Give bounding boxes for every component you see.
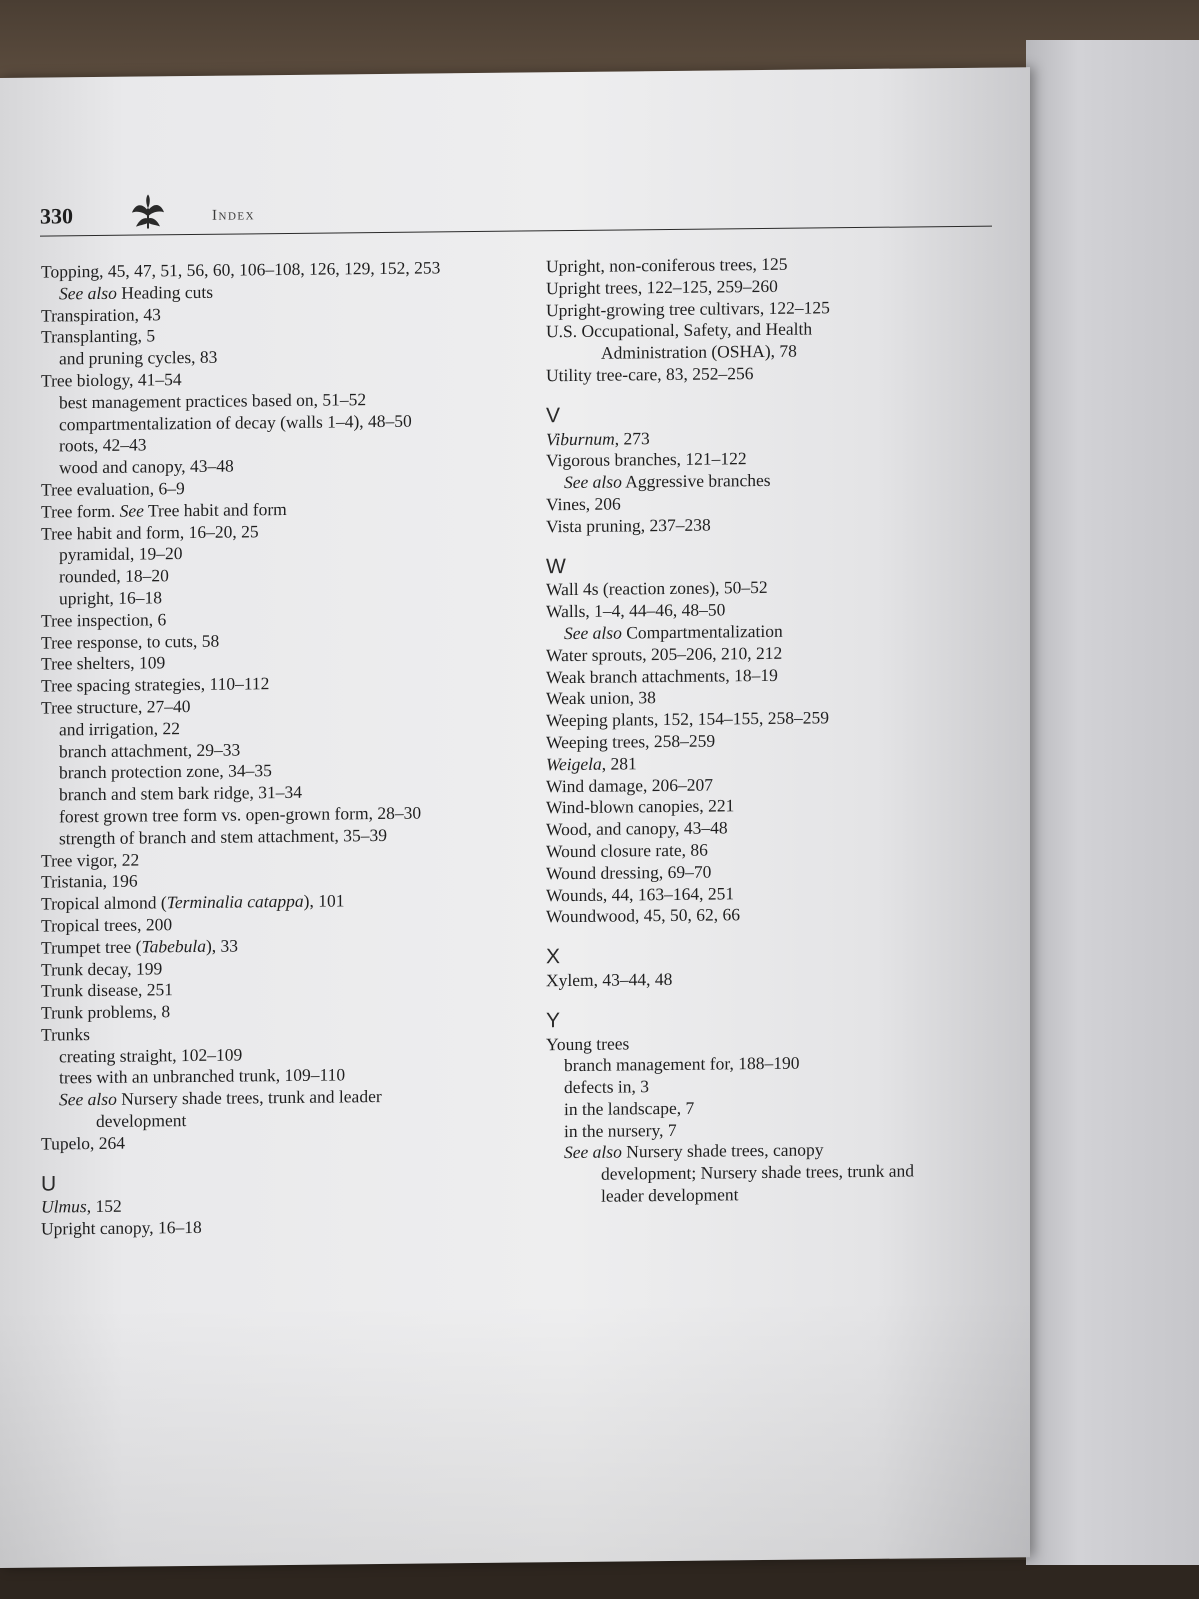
entry-text: compartmentalization of decay (walls 1–4), 48–50 bbox=[59, 410, 412, 434]
entry-text: Vines, 206 bbox=[546, 493, 621, 515]
entry-text: development bbox=[96, 1110, 187, 1132]
entry-text: Weeping trees, 258–259 bbox=[546, 730, 716, 753]
entry-text: Tree response, to cuts, 58 bbox=[41, 630, 220, 653]
entry-text: Woundwood, 45, 50, 62, 66 bbox=[546, 904, 741, 927]
entry-text: U.S. Occupational, Safety, and Health bbox=[546, 318, 813, 342]
entry-text: , 281 bbox=[601, 753, 637, 774]
entry-text: rounded, 18–20 bbox=[59, 565, 169, 587]
index-entry bbox=[546, 511, 1036, 538]
entry-text: Transplanting, 5 bbox=[41, 325, 156, 347]
entry-text: Water sprouts, 205–206, 210, 212 bbox=[546, 642, 783, 666]
entry-text: defects in, 3 bbox=[564, 1076, 650, 1098]
entry-text: Trunk decay, 199 bbox=[41, 957, 163, 980]
entry-text: Wood, and canopy, 43–48 bbox=[546, 817, 728, 840]
entry-text: Young trees bbox=[546, 1032, 630, 1054]
entry-text: trees with an unbranched trunk, 109–110 bbox=[59, 1064, 346, 1088]
see-reference: See bbox=[119, 500, 144, 521]
entry-text: leader development bbox=[601, 1184, 739, 1206]
italic-term: Viburnum bbox=[546, 428, 615, 449]
see-reference: See also bbox=[59, 282, 117, 304]
entry-text: Tree shelters, 109 bbox=[41, 652, 166, 674]
entry-text: wood and canopy, 43–48 bbox=[59, 455, 234, 478]
see-reference: See also bbox=[59, 1089, 117, 1110]
entry-text: Tropical trees, 200 bbox=[41, 914, 173, 936]
entry-text: pyramidal, 19–20 bbox=[59, 543, 183, 565]
entry-text: Administration (OSHA), 78 bbox=[601, 340, 797, 363]
entry-text: branch management for, 188–190 bbox=[564, 1052, 800, 1076]
entry-text: and irrigation, 22 bbox=[59, 717, 181, 740]
entry-text: in the nursery, 7 bbox=[564, 1119, 677, 1141]
italic-term: Ulmus bbox=[41, 1196, 87, 1218]
entry-text: forest grown tree form vs. open-grown form, 28–30 bbox=[59, 802, 422, 827]
book-page bbox=[0, 67, 1030, 1568]
entry-text: Tree vigor, 22 bbox=[41, 849, 140, 871]
see-reference: See also bbox=[564, 622, 622, 644]
entry-text: , 273 bbox=[614, 427, 650, 449]
see-reference: See also bbox=[564, 1141, 622, 1163]
index-letter-heading: U bbox=[41, 1172, 57, 1196]
entry-text: Tree habit and form bbox=[143, 498, 287, 521]
entry-text: Wind damage, 206–207 bbox=[546, 774, 713, 796]
index-letter-heading: W bbox=[546, 554, 566, 578]
entry-text: Wind-blown canopies, 221 bbox=[546, 795, 735, 818]
entry-text: Compartmentalization bbox=[621, 620, 783, 643]
entry-text: Tropical almond ( bbox=[41, 892, 167, 914]
italic-term: Weigela bbox=[546, 753, 602, 775]
entry-text: Walls, 1–4, 44–46, 48–50 bbox=[546, 599, 726, 622]
entry-text: Aggressive branches bbox=[621, 470, 771, 492]
entry-text: Vigorous branches, 121–122 bbox=[546, 448, 747, 471]
page-number: 330 bbox=[40, 203, 73, 229]
entry-text: Upright-growing tree cultivars, 122–125 bbox=[546, 296, 830, 320]
entry-text: Wall 4s (reaction zones), 50–52 bbox=[546, 577, 768, 600]
entry-text: best management practices based on, 51–52 bbox=[59, 388, 367, 413]
index-column-right bbox=[546, 251, 1036, 1208]
entry-text: development; Nursery shade trees, trunk and bbox=[601, 1160, 914, 1184]
entry-text: Trunk disease, 251 bbox=[41, 979, 174, 1001]
italic-term: Tabebula bbox=[141, 935, 206, 957]
entry-text: Weak union, 38 bbox=[546, 687, 656, 709]
entry-text: , 152 bbox=[86, 1196, 122, 1217]
entry-text: Tree habit and form, 16–20, 25 bbox=[41, 520, 259, 544]
entry-text: Tree inspection, 6 bbox=[41, 609, 167, 631]
entry-text: roots, 42–43 bbox=[59, 434, 147, 456]
entry-text: branch and stem bark ridge, 31–34 bbox=[59, 781, 302, 805]
entry-text: ), 33 bbox=[205, 935, 239, 956]
index-entry bbox=[546, 360, 1036, 387]
index-entry-continuation bbox=[546, 1181, 1036, 1208]
entry-text: Xylem, 43–44, 48 bbox=[546, 968, 673, 991]
index-column-left bbox=[41, 256, 531, 1240]
entry-text: Tree biology, 41–54 bbox=[41, 369, 182, 391]
entry-text: in the landscape, 7 bbox=[564, 1097, 695, 1119]
entry-text: Heading cuts bbox=[116, 281, 214, 303]
entry-text: branch attachment, 29–33 bbox=[59, 739, 241, 761]
entry-text: Upright canopy, 16–18 bbox=[41, 1217, 202, 1239]
entry-text: Weak branch attachments, 18–19 bbox=[546, 664, 778, 687]
entry-text: Wound closure rate, 86 bbox=[546, 839, 708, 862]
entry-text: Vista pruning, 237–238 bbox=[546, 514, 711, 537]
entry-text: Wounds, 44, 163–164, 251 bbox=[546, 882, 735, 905]
entry-text: Nursery shade trees, canopy bbox=[621, 1139, 824, 1162]
entry-text: Tristania, 196 bbox=[41, 870, 138, 892]
entry-text: Utility tree-care, 83, 252–256 bbox=[546, 363, 754, 386]
entry-text: Tree evaluation, 6–9 bbox=[41, 478, 185, 500]
entry-text: Tree structure, 27–40 bbox=[41, 695, 191, 718]
entry-text: and pruning cycles, 83 bbox=[59, 346, 218, 369]
entry-text: Trunks bbox=[41, 1023, 90, 1045]
page-header bbox=[40, 186, 992, 237]
entry-text: Tree form. bbox=[41, 500, 120, 522]
entry-text: Tupelo, 264 bbox=[41, 1132, 125, 1154]
entry-text: strength of branch and stem attachment, 35–39 bbox=[59, 824, 388, 849]
index-entry bbox=[41, 1128, 531, 1155]
index-entry bbox=[546, 965, 1036, 992]
see-reference: See also bbox=[564, 471, 622, 493]
entry-text: Weeping plants, 152, 154–155, 258–259 bbox=[546, 707, 829, 731]
entry-text: Wound dressing, 69–70 bbox=[546, 861, 712, 884]
entry-text: ), 101 bbox=[303, 890, 345, 911]
index-letter-heading: X bbox=[546, 945, 561, 969]
index-letter-heading: Y bbox=[546, 1008, 561, 1032]
entry-text: Transpiration, 43 bbox=[41, 303, 161, 326]
leaf-ornament-icon bbox=[128, 194, 168, 230]
index-letter-heading: V bbox=[546, 403, 561, 428]
entry-text: Topping, 45, 47, 51, 56, 60, 106–108, 126, 129, 152, 253 bbox=[41, 257, 441, 282]
entry-text: Tree spacing strategies, 110–112 bbox=[41, 673, 270, 696]
entry-text: Upright, non-coniferous trees, 125 bbox=[546, 253, 788, 277]
entry-text: Trunk problems, 8 bbox=[41, 1001, 171, 1023]
facing-page-edge bbox=[1026, 40, 1199, 1565]
entry-text: Upright trees, 122–125, 259–260 bbox=[546, 275, 778, 299]
index-entry bbox=[546, 901, 1036, 928]
entry-text: Nursery shade trees, trunk and leader bbox=[116, 1086, 382, 1110]
italic-term: Terminalia catappa bbox=[166, 890, 304, 913]
index-entry bbox=[41, 1214, 531, 1241]
entry-text: upright, 16–18 bbox=[59, 587, 163, 609]
entry-text: branch protection zone, 34–35 bbox=[59, 760, 272, 783]
entry-text: Trumpet tree ( bbox=[41, 936, 142, 958]
running-head: Index bbox=[212, 207, 256, 224]
entry-text: creating straight, 102–109 bbox=[59, 1044, 243, 1067]
